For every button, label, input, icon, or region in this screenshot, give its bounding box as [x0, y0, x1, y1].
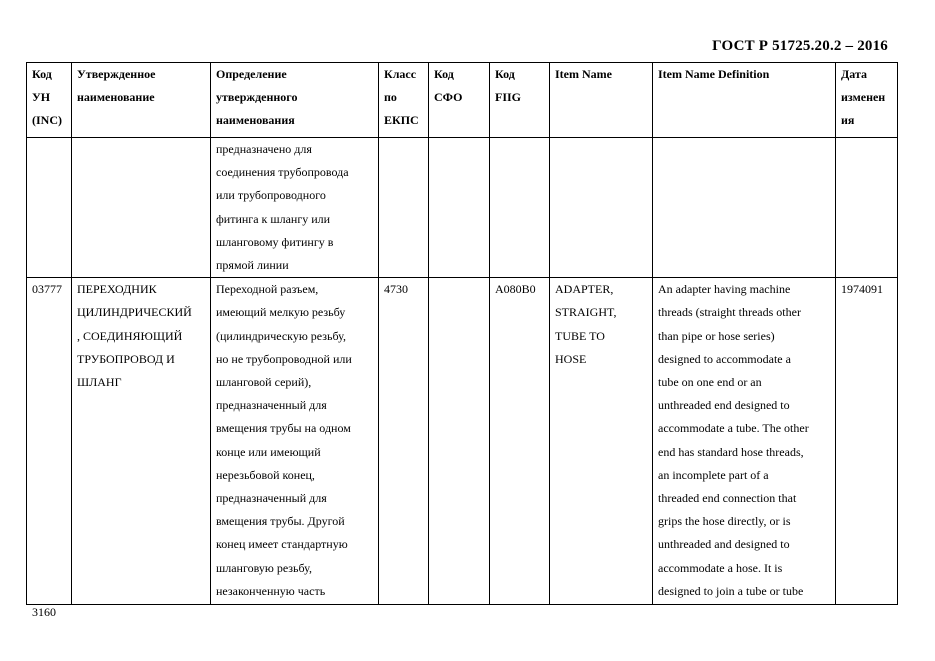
- page-number: 3160: [32, 605, 56, 619]
- col-header-approved-name: Утвержденное наименование: [72, 63, 211, 138]
- cell-approved-name: ПЕРЕХОДНИК ЦИЛИНДРИЧЕСКИЙ , СОЕДИНЯЮЩИЙ ТРУБОПРОВОД И ШЛАНГ: [72, 278, 211, 605]
- cell-item-name: [550, 138, 653, 278]
- col-header-item-name: Item Name: [550, 63, 653, 138]
- cell-fiig: A080B0: [490, 278, 550, 605]
- table-row: [27, 138, 898, 278]
- table-row: [27, 278, 898, 605]
- cell-item-name: ADAPTER, STRAIGHT, TUBE TO HOSE: [550, 278, 653, 605]
- cell-approved-name: [72, 138, 211, 278]
- cell-class: 4730: [379, 278, 429, 605]
- col-header-class: Класс по ЕКПС: [379, 63, 429, 138]
- col-header-definition: Определение утвержденного наименования: [211, 63, 379, 138]
- cell-sfo: [429, 138, 490, 278]
- cell-definition: предназначено для соединения трубопровода или трубопроводного фитинга к шлангу или шланговому фитингу в прямой линии: [211, 138, 379, 278]
- col-header-item-name-definition: Item Name Definition: [653, 63, 836, 138]
- cell-date: [836, 138, 898, 278]
- cell-inc: 03777: [27, 278, 72, 605]
- cell-item-name-definition: An adapter having machine threads (straight threads other than pipe or hose series) designed to accommodate a tube on one end or an unthreaded end designed to accommodate a tube. The other end has standard hose threads, an incomplete part of a threaded end connection that grips the hose directly, or is unthreaded and designed to accommodate a hose. It is designed to join a tube or tube: [653, 278, 836, 605]
- cell-sfo: [429, 278, 490, 605]
- col-header-fiig: Код FIIG: [490, 63, 550, 138]
- cell-date: 1974091: [836, 278, 898, 605]
- catalog-table: [26, 62, 898, 605]
- cell-fiig: [490, 138, 550, 278]
- cell-definition: Переходной разъем, имеющий мелкую резьбу (цилиндрическую резьбу, но не трубопроводной или шланговой серий), предназначенный для вмещения трубы на одном конце или имеющий нерезьбовой конец, предназначенный для вмещения трубы. Другой конец имеет стандартную шланговую резьбу, незаконченную часть: [211, 278, 379, 605]
- document-standard-number: ГОСТ Р 51725.20.2 – 2016: [712, 38, 888, 54]
- col-header-date: Дата изменен ия: [836, 63, 898, 138]
- col-header-inc: Код УН (INC): [27, 63, 72, 138]
- cell-inc: [27, 138, 72, 278]
- cell-item-name-definition: [653, 138, 836, 278]
- table-header-row: [27, 63, 898, 138]
- col-header-sfo: Код СФО: [429, 63, 490, 138]
- cell-class: [379, 138, 429, 278]
